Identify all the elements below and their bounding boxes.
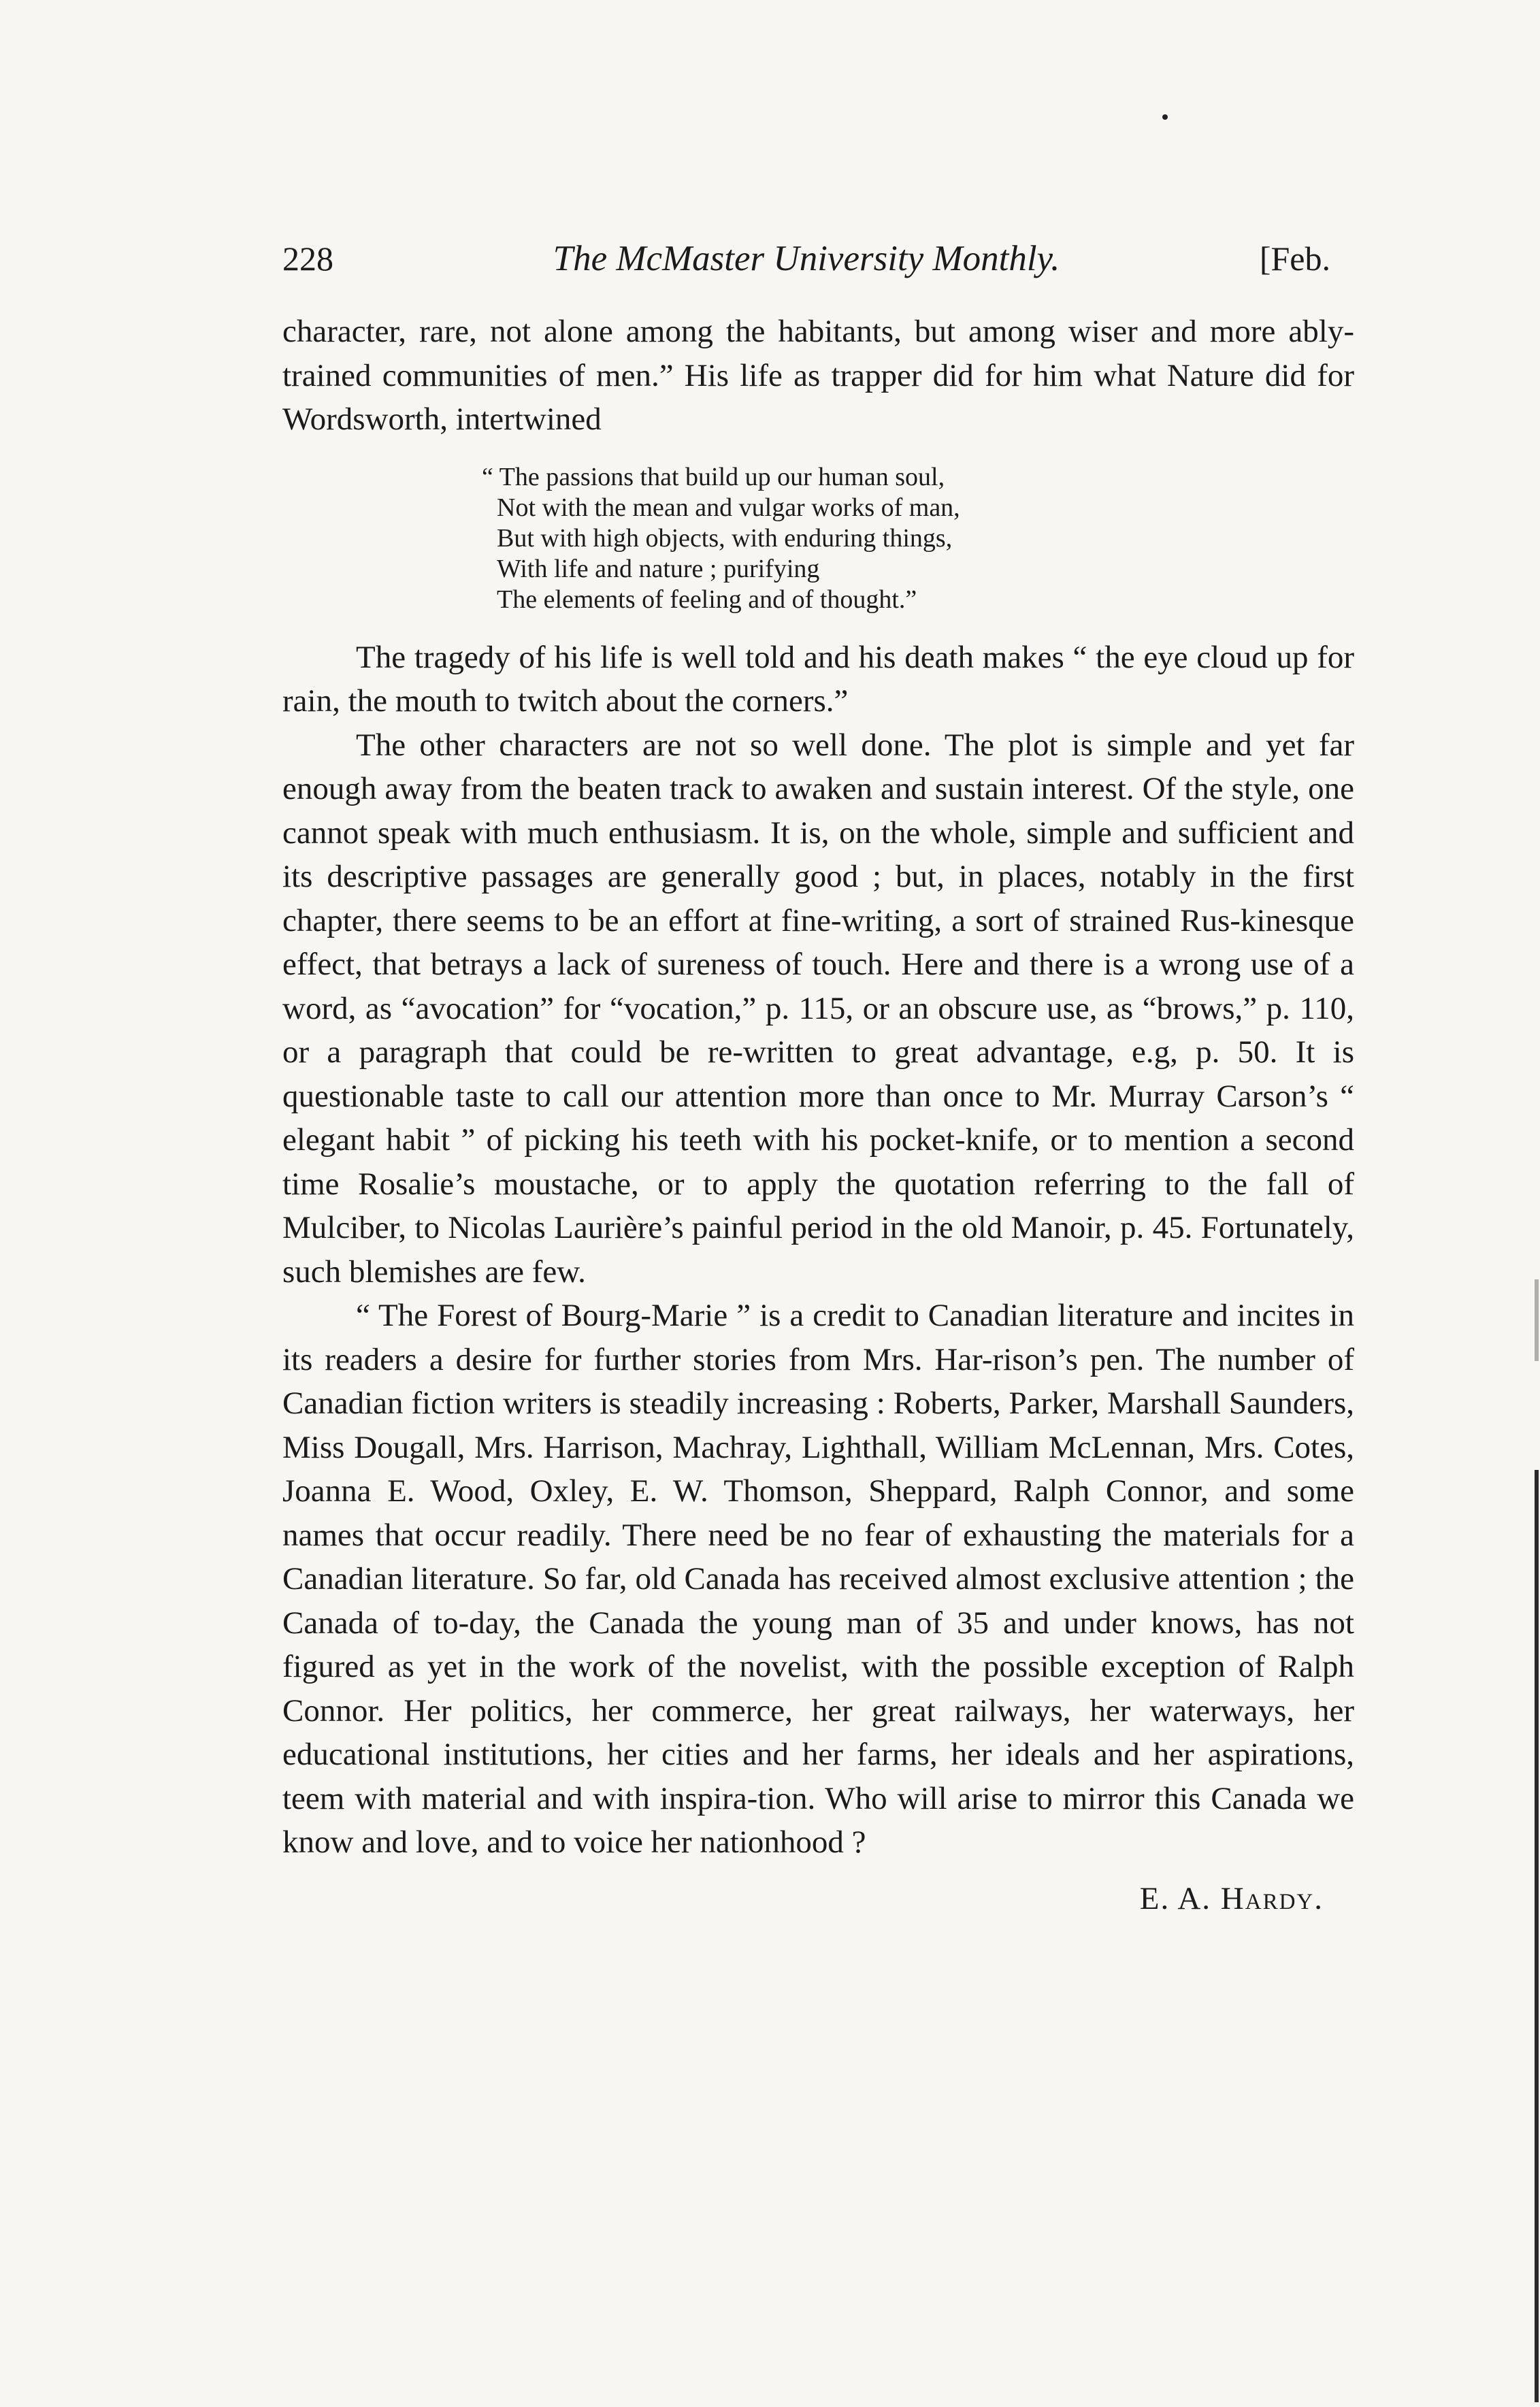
paragraph-continued: character, rare, not alone among the habitants, but among wiser and more ably-trained communities of men.” His life as trapper did for him what Nature did for Wordsworth, intertwined <box>282 314 1354 437</box>
article-body <box>282 310 1354 1920</box>
printer-dot <box>1162 114 1168 120</box>
running-header <box>282 231 1330 286</box>
running-title: The McMaster University Monthly. <box>553 239 1060 278</box>
page-edge-shadow <box>1535 1470 1539 2402</box>
author-signature <box>282 1877 1354 1921</box>
poem-line: “ The passions that build up our human soul, <box>482 462 945 491</box>
page-number: 228 <box>282 240 333 278</box>
poem-line: But with high objects, with enduring things, <box>497 523 953 553</box>
issue-month: [Feb. <box>1259 240 1330 278</box>
paragraph-critique: The other characters are not so well done. The plot is simple and yet far enough away from the beaten track to awaken and sustain interest. Of the style, one cannot speak with much enthusiasm. It is, on the whole, simple and sufficient and its descriptive passages are generally good ; but, in places, notably in the first chapter, there seems to be an effort at fine-writing, a sort of strained Rus-kinesque effect, that betrays a lack of sureness of touch. Here and there is a wrong use of a word, as “avocation” for “vocation,” p. 115, or an obscure use, as “brows,” p. 110, or a paragraph that could be re-written to great advantage, e.g, p. 50. It is questionable taste to call our attention more than once to Mr. Murray Carson’s “ elegant habit ” of picking his teeth with his pocket-knife, or to mention a second time Rosalie’s moustache, or to apply the quotation referring to the fall of Mulciber, to Nicolas Laurière’s painful period in the old Manoir, p. 45. Fortunately, such blemishes are few. <box>282 727 1354 1290</box>
paragraph-tragedy: The tragedy of his life is well told and his death makes “ the eye cloud up for rain, the mouth to twitch about the corners.” <box>282 639 1354 719</box>
paragraph-canadian-literature: “ The Forest of Bourg-Marie ” is a credit to Canadian literature and incites in its readers a desire for further stories from Mrs. Har-rison’s pen. The number of Canadian fiction writers is steadily increasing : Roberts, Parker, Marshall Saunders, Miss Dougall, Mrs. Harrison, Machray, Lighthall, William McLennan, Mrs. Cotes, Joanna E. Wood, Oxley, E. W. Thomson, Sheppard, Ralph Connor, and some names that occur readily. There need be no fear of exhausting the materials for a Canadian literature. So far, old Canada has received almost exclusive attention ; the Canada of to-day, the Canada the young man of 35 and under knows, has not figured as yet in the work of the novelist, with the possible exception of Ralph Connor. Her politics, her commerce, her great railways, her waterways, her educational institutions, her cities and her farms, her ideals and her aspirations, teem with material and with inspira-tion. Who will arise to mirror this Canada we know and love, and to voice her nationhood ? <box>282 1298 1354 1860</box>
page-edge-shadow <box>1535 1279 1539 1361</box>
poem-line: With life and nature ; purifying <box>497 554 820 583</box>
poem-line: Not with the mean and vulgar works of man, <box>497 493 960 522</box>
author-initials: E. A. <box>1139 1880 1212 1916</box>
author-surname: Hardy. <box>1220 1880 1324 1916</box>
poem-line: The elements of feeling and of thought.” <box>497 585 917 614</box>
poem-quotation <box>282 462 1354 615</box>
